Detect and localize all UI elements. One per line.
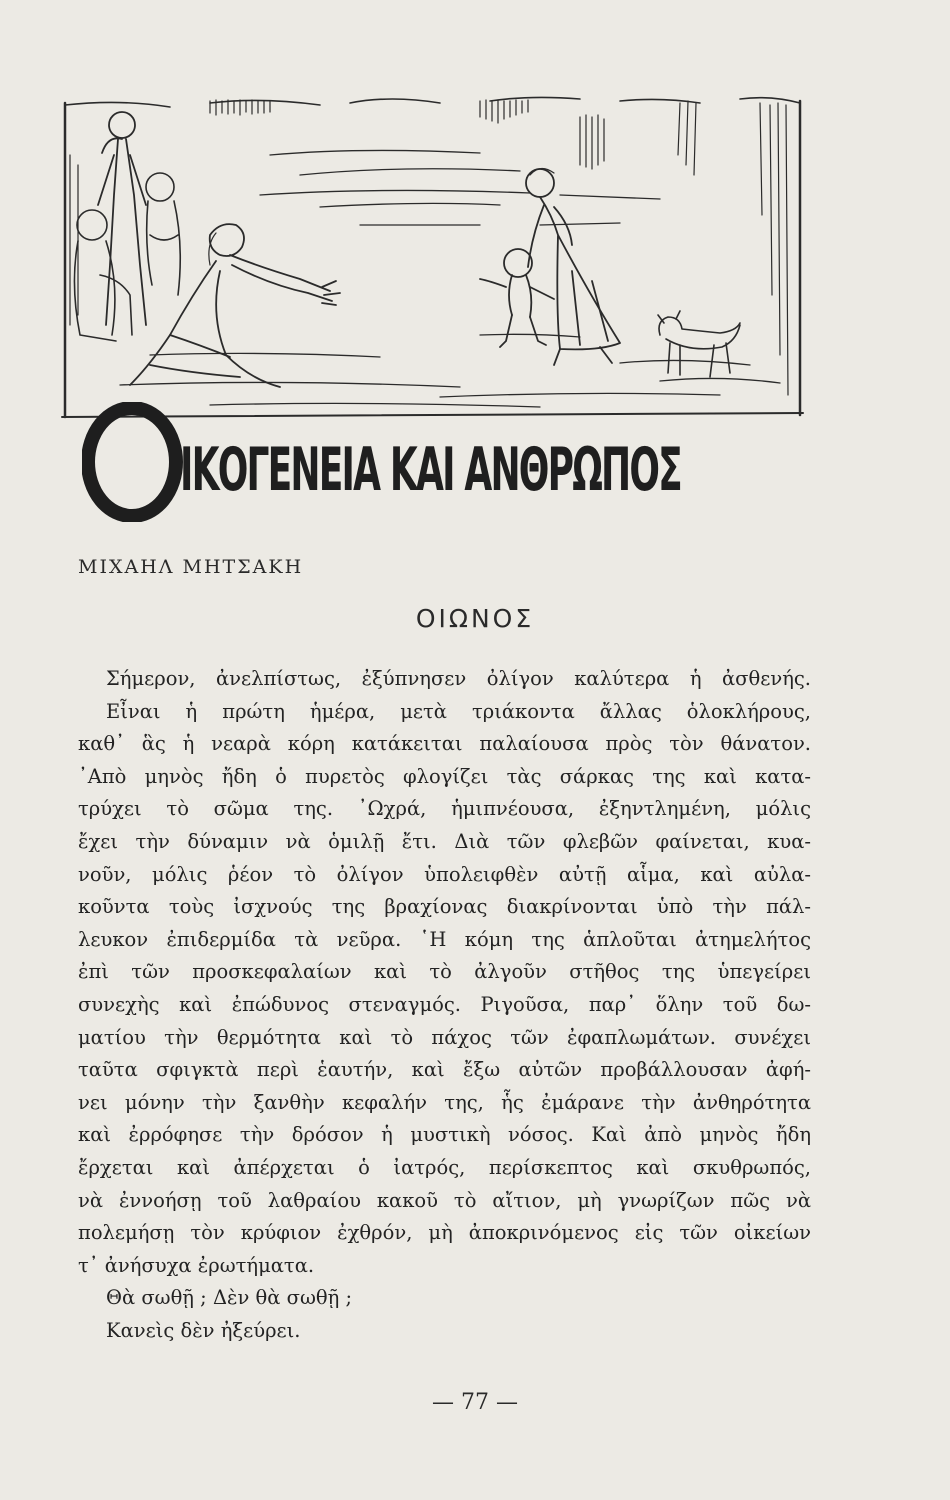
text-line: καθ᾽ ἃς ἡ νεαρὰ κόρη κατάκειται παλαίουσα πρὸς τὸν θάνατον. [78,732,811,756]
text-line: νει μόνην τὴν ξανθὴν κεφαλήν της, ἧς ἐμάρανε τὴν ἀνθηρότητα [78,1090,811,1114]
text-line: ἐπὶ τῶν προσκεφαλαίων καὶ τὸ ἀλγοῦν στῆθος της ὑπεγείρει [78,960,811,984]
text-line: τρύχει τὸ σῶμα της. ᾽Ωχρά, ἡμιπνέουσα, ἐξηντλημένη, μόλις [78,797,811,821]
header-illustration [60,95,805,425]
text-line: ταῦτα σφιγκτὰ περὶ ἑαυτήν, καὶ ἔξω αὐτῶν προβάλλουσαν ἀφή- [78,1058,811,1082]
text-line: συνεχὴς καὶ ἐπώδυνος στεναγμός. Ριγοῦσα, παρ᾽ ὅλην τοῦ δω- [78,992,811,1016]
text-line: Εἶναι ἡ πρώτη ἡμέρα, μετὰ τριάκοντα ἄλλας ὁλοκλήρους, [106,699,811,723]
text-line: νοῦν, μόλις ῥέον τὸ ὀλίγον ὑπολειφθὲν αὐτῇ αἷμα, καὶ αὐλα- [78,862,811,886]
title-text: ΙΚΟΓΕΝΕΙΑ ΚΑΙ ΑΝΘΡΩΠΟΣ [180,435,681,505]
text-line: κοῦντα τοὺς ἰσχνούς της βραχίονας διακρίνονται ὑπὸ τὴν πάλ- [78,895,811,919]
text-line: ἔρχεται καὶ ἀπέρχεται ὁ ἰατρός, περίσκεπτος καὶ σκυθρωπός, [78,1155,811,1179]
text-line: τ᾽ ἀνήσυχα ἐρωτήματα. [78,1253,315,1277]
text-line: Θὰ σωθῇ ; Δὲν θὰ σωθῇ ; [106,1286,353,1310]
author-name: ΜΙΧΑΗΛ ΜΗΤΣΑΚΗ [78,556,304,578]
page-number: — 77 — [432,1390,518,1415]
text-line: πολεμήσῃ τὸν κρύφιον ἐχθρόν, μὴ ἀποκρινόμενος εἰς τῶν οἰκείων [78,1221,811,1245]
text-line: νὰ ἐννοήσῃ τοῦ λαθραίου κακοῦ τὸ αἴτιον, μὴ γνωρίζων πῶς νὰ [78,1188,811,1212]
masthead-title [82,402,812,532]
article-body [78,663,811,1347]
story-title: ΟΙΩΝΟΣ [415,604,535,633]
text-line: ματίου τὴν θερμότητα καὶ τὸ πάχος τῶν ἐφαπλωμάτων. συνέχει [78,1025,811,1049]
text-line: λευκον ἐπιδερμίδα τὰ νεῦρα. ῾Η κόμη της ἁπλοῦται ἀτημελήτος [78,927,811,951]
text-line: Κανεὶς δὲν ἠξεύρει. [106,1318,301,1342]
text-line: ἔχει τὴν δύναμιν νὰ ὁμιλῇ ἔτι. Διὰ τῶν φλεβῶν φαίνεται, κυα- [78,829,811,853]
text-line: Σήμερον, ἀνελπίστως, ἐξύπνησεν ὀλίγον καλύτερα ἡ ἀσθενής. [106,667,811,690]
text-line: ᾽Απὸ μηνὸς ἤδη ὁ πυρετὸς φλογίζει τὰς σάρκας της καὶ κατα- [78,764,811,788]
title-initial-o [82,402,186,522]
text-line: καὶ ἐρρόφησε τὴν δρόσον ἡ μυστικὴ νόσος. Καὶ ἀπὸ μηνὸς ἤδη [78,1123,811,1147]
